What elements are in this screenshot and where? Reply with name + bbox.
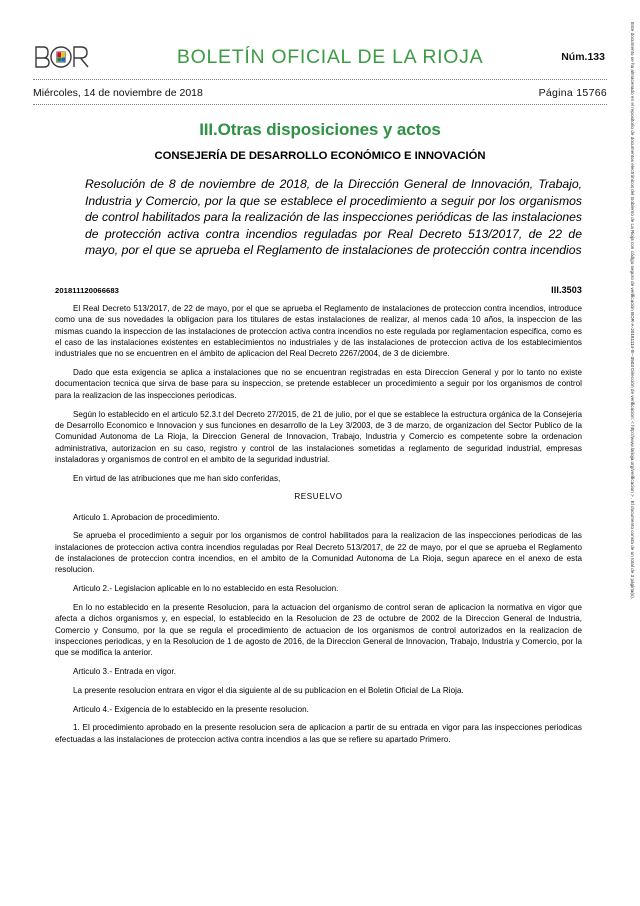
p-exigencia: Dado que esta exigencia se aplica a instalaciones que no se encuentran registradas en esta Direccion General y por lo tanto no existe documentacion tecnica que sirva de base para su inspeccion, se pretende establecer un procedimiento a seguir por los organismos de control para la realizacion de las inspecciones periodicas. (55, 368, 582, 400)
verification-sidebar (624, 22, 638, 802)
p-articulo-4-heading: Articulo 4.- Exigencia de lo establecido en la presente resolucion. (73, 704, 309, 714)
issue-number: Núm.133 (561, 51, 605, 63)
p-resuelvo: RESUELVO (294, 492, 343, 502)
p-real-decreto: El Real Decreto 513/2017, de 22 de mayo, por el que se aprueba el Reglamento de instalaciones de proteccion contra incendios, introduce como una de sus novedades la obligacion para los titulares de estas instalaciones de realizar, al menos cada 10 años, la inspeccion de las mismas cuando la inspeccion de las instalaciones de proteccion activa contra incendios no este regulada por reglamentacion especifica, como es el caso de las instalaciones existentes en establecimientos no industriales y de las instalaciones de proteccion activa de los establecimientos industriales que no se encuentren en el ámbito de aplicacion del Real Decreto 2267/2004, de 3 de diciembre. (55, 304, 582, 359)
header-divider-bottom (33, 104, 607, 105)
reference-code: III.3503 (551, 285, 582, 295)
p-articulo-3-body: La presente resolucion entrara en vigor el dia siguiente al de su publicacion en el Boletin Oficial de La Rioja. (73, 685, 464, 695)
section-title: III.Otras disposiciones y actos (199, 120, 441, 139)
document-code: 201811120066683 (55, 286, 120, 295)
verification-note: Este documento se ha almacenado en el repositorio de documentos electrónicos del Gobierno de La Rioja con código seguro de verificación BOR-A-20181114-III--3503 Dirección de verificación: < http://www.larioja.org/verificacion > . El documento consta de un total de 3 página(s). (630, 22, 635, 600)
publication-date: Miércoles, 14 de noviembre de 2018 (33, 87, 203, 99)
masthead (33, 38, 607, 76)
resolution-summary: Resolución de 8 de noviembre de 2018, de la Dirección General de Innovación, Trabajo, Industria y Comercio, por la que se establece el procedimiento a seguir por los organismos de control habilitados para la realización de las inspecciones periódicas de las instalaciones de protección activa contra incendios reguladas por Real Decreto 513/2017, de 22 de mayo, por el que se aprueba el Reglamento de instalaciones de protección contra incendios (85, 177, 582, 258)
publication-title: BOLETÍN OFICIAL DE LA RIOJA (176, 45, 484, 68)
p-articulo-2-body: En lo no establecido en la presente Resolucion, para la actuacion del organismo de control seran de aplicacion la normativa en vigor que afecta a dichos organismos y, en especial, lo establecido en la Resolucion de 23 de octubre de 2002 de la Direccion General de Industria, Comercio y Consumo, por la que se regula el procedimiento de actuacion de los organismos de control autorizados en la realizacion de inspecciones periodicas, y en la Resolucion de 1 de agosto de 2016, de la Direccion General de Innovacion, Trabajo, Industria y Comercio, por la que se modifica la anterior. (55, 602, 582, 658)
header-subline (33, 84, 607, 102)
p-atribuciones: En virtud de las atribuciones que me han sido conferidas, (73, 473, 281, 483)
page-number: Página 15766 (538, 87, 607, 99)
header-divider-top (33, 79, 607, 80)
p-articulo-2-heading: Articulo 2.- Legislacion aplicable en lo no establecido en esta Resolucion. (73, 584, 339, 594)
bor-logo (33, 44, 91, 70)
p-decreto-27: Según lo establecido en el articulo 52.3.t del Decreto 27/2015, de 21 de julio, por el que se establece la estructura orgánica de la Consejeria de Desarrollo Economico e Innovacion y sus funciones en desarrollo de la Ley 3/2003, de 3 de marzo, de organizacion del Sector Publico de la Comunidad Autonoma de La Rioja, la Direccion General de Innovacion, Trabajo, Industria y Comercio es competente sobre la ordenacion administrativa, autorizacion en su caso, registro y control de las instalaciones sometidas a reglamento de seguridad industrial, empresas instaladoras y organismos de control en el ambito de la seguridad industrial. (55, 409, 582, 464)
p-articulo-4-body: 1. El procedimiento aprobado en la presente resolucion sera de aplicacion a partir de su entrada en vigor para las inspecciones periodicas efectuadas a las instalaciones de proteccion activa contra incendios a las que se refiere su apartado Primero. (55, 723, 582, 744)
document-body (55, 303, 582, 752)
p-articulo-1-heading: Articulo 1. Aprobacion de procedimiento. (73, 512, 220, 522)
p-articulo-1-body: Se aprueba el procedimiento a seguir por los organismos de control habilitados para la realizacion de las inspecciones periodicas de las instalaciones de proteccion activa contra incendios reguladas por Real Decreto 513/2017, de 22 de mayo, por el que se aprueba el Reglamento de instalaciones de proteccion contra incendios, en el ambito de la Comunidad Autonoma de La Rioja, segun aparece en el anexo de esta resolucion. (55, 531, 582, 575)
identifier-row (55, 285, 582, 295)
department-title: CONSEJERÍA DE DESARROLLO ECONÓMICO E INNOVACIÓN (154, 150, 486, 162)
p-articulo-3-heading: Articulo 3.- Entrada en vigor. (73, 667, 177, 677)
